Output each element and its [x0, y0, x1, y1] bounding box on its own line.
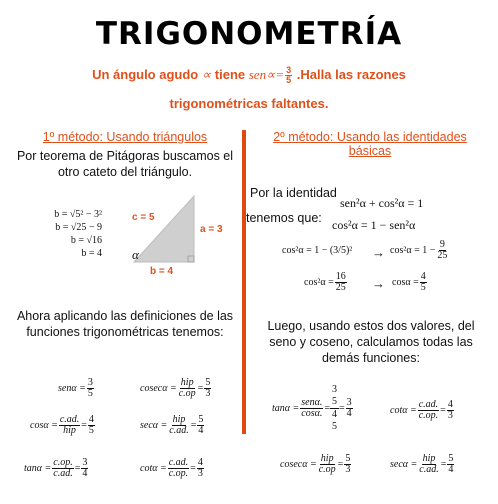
fn-eq: = [440, 405, 446, 416]
step-3: b = √16 [70, 235, 102, 246]
identity-2: cos²α = 1 − sen²α [332, 218, 416, 232]
column-divider [242, 130, 246, 434]
subtitle-line-1 [0, 66, 498, 85]
fn-num: c.op. [53, 457, 73, 468]
fn-num2: 3 [82, 457, 88, 468]
method2-intro2: tenemos que: [246, 211, 322, 225]
fn-eq: = [197, 383, 204, 394]
pythagoras-steps [30, 208, 102, 260]
fn-num2: 4 [88, 414, 94, 425]
fn-cos [30, 415, 96, 436]
fn-den: c.ad. [53, 468, 73, 479]
fn-name: secα = [390, 459, 418, 470]
eq2-num: 9 [439, 239, 445, 250]
fn-den2: 5 [88, 425, 94, 436]
fn2-cosec [280, 454, 352, 475]
eq4-left: cosα = [392, 277, 419, 288]
subtitle-line-2: trigonométricas faltantes. [169, 96, 329, 111]
fn2-tan [272, 384, 354, 433]
fn-eq: = [190, 420, 197, 431]
fn-num: hip [422, 453, 436, 464]
label-angle: α [132, 247, 139, 262]
fn-den2: 4 [82, 468, 88, 479]
fn-num2: 4 [197, 457, 203, 468]
fn-eq: = [337, 459, 344, 470]
fn-num2: 4 [447, 399, 453, 410]
compound-bottom: 5 [332, 421, 338, 432]
identity: sen²α + cos²α = 1 [340, 196, 424, 210]
method1-heading: 1º método: Usando triángulos [42, 130, 208, 144]
label-b: b = 4 [150, 266, 174, 277]
fn-den: 5 [87, 388, 93, 399]
fn-eq: = [440, 459, 447, 470]
fn-num: c.ad. [168, 457, 189, 468]
fn-den: cosα. [301, 408, 323, 419]
fn-name: tanα = [272, 403, 300, 414]
right-triangle [120, 192, 240, 278]
fn-name: cotα = [140, 463, 167, 474]
fn-num: 3 [87, 377, 93, 388]
fn-num: c.ad. [59, 414, 80, 425]
fn-name: cotα = [390, 405, 417, 416]
eq4-den: 5 [420, 282, 426, 293]
fn-name: cosecα = [280, 459, 317, 470]
compound-n2: 4 [332, 409, 338, 420]
triangle-shape [134, 196, 194, 262]
subtitle-part1: Un ángulo agudo [92, 66, 199, 82]
fn-den: hip [63, 425, 76, 436]
fn-den: c.op. [418, 410, 439, 421]
step-4: b = 4 [81, 248, 102, 259]
alpha-symbol: ∝ [201, 66, 212, 82]
fn-num: hip [180, 377, 194, 388]
eq2-den: 25 [437, 250, 448, 261]
fn-num2: 5 [448, 453, 454, 464]
fn-den2: 3 [447, 410, 453, 421]
fn-den2: 3 [345, 464, 351, 475]
frac-num: 3 [286, 65, 292, 75]
eq2-left: cos²α = 1 − [390, 245, 436, 256]
subtitle-sen: sen [248, 66, 267, 82]
fn-num: hip [172, 414, 186, 425]
page-title: TRIGONOMETRÍA [95, 16, 403, 52]
method1-definitions: Ahora aplicando las definiciones de las funciones trigonométricas tenemos: [16, 309, 234, 339]
fn-sen [58, 378, 95, 399]
fn-name: cosα = [30, 420, 58, 431]
eq-cos-squared-1: cos²α = 1 − (3/5)² [282, 245, 353, 256]
fn-den: c.op. [168, 468, 189, 479]
compound-top: 3 [332, 384, 338, 395]
fn-name: tanα = [24, 463, 52, 474]
fn-eq: = [190, 463, 196, 474]
fn-cot [140, 458, 205, 479]
fn-name: cosecα = [140, 383, 177, 394]
fn-den2: 4 [346, 408, 352, 419]
eq-cos-squared-3 [304, 272, 348, 293]
fn-sec [140, 415, 205, 436]
eq3-num: 16 [335, 271, 346, 282]
fn-num2: 5 [345, 453, 351, 464]
fn2-cot [390, 400, 455, 421]
fn-num: senα. [301, 397, 323, 408]
eq4-num: 4 [420, 271, 426, 282]
label-a: a = 3 [200, 224, 223, 235]
method2-heading-line1: 2º método: Usando las identidades [273, 130, 467, 144]
eq-cos-squared-2 [390, 240, 449, 261]
eq3-den: 25 [335, 282, 346, 293]
fn-num: hip [320, 453, 334, 464]
fn-den2: 4 [448, 464, 454, 475]
label-c: c = 5 [132, 212, 155, 223]
fn-den2: 4 [198, 425, 204, 436]
fn-tan [24, 458, 89, 479]
method2-conclusion: Luego, usando estos dos valores, del seno y coseno, calculamos todas las demás funciones: [267, 319, 475, 365]
subtitle-eq: ∝= [266, 66, 285, 82]
method2-heading [254, 130, 486, 158]
method2-intro1: Por la identidad [250, 186, 337, 200]
fn-den: c.op [318, 464, 336, 475]
subtitle-fraction [285, 66, 292, 85]
step-2: b = √25 − 9 [55, 222, 102, 233]
eq-cos [392, 272, 428, 293]
fn-den2: 3 [205, 388, 211, 399]
fn-name: senα = [58, 383, 86, 394]
fn-num2: 5 [205, 377, 211, 388]
fn-eq: = [324, 403, 331, 414]
method2-heading-line2: básicas [348, 144, 392, 158]
subtitle-tiene: tiene [214, 66, 246, 82]
fn-num2: 3 [346, 397, 352, 408]
compound-n1: 5 [332, 396, 338, 407]
arrow-1: → [372, 245, 385, 260]
fn-den: c.ad. [169, 425, 189, 436]
fn-den2: 3 [197, 468, 203, 479]
fn-name: secα = [140, 420, 168, 431]
fn-eq: = [74, 463, 81, 474]
fn-num: c.ad. [418, 399, 439, 410]
fn-den: c.ad. [419, 464, 439, 475]
subtitle-part2: .Halla las razones [296, 66, 406, 82]
fn-eq2: = [339, 403, 345, 414]
fn-cosec [140, 378, 212, 399]
fn-eq: = [81, 420, 87, 431]
fn-num2: 5 [198, 414, 204, 425]
compound-fraction [330, 384, 339, 433]
frac-den: 5 [286, 75, 292, 85]
fn2-sec [390, 454, 455, 475]
arrow-2: → [372, 276, 385, 291]
step-1: b = √5² − 3² [54, 209, 102, 220]
eq3-left: cos²α = [304, 277, 334, 288]
method1-intro: Por teorema de Pitágoras buscamos el otro cateto del triángulo. [16, 149, 234, 179]
fn-den: c.op [178, 388, 196, 399]
